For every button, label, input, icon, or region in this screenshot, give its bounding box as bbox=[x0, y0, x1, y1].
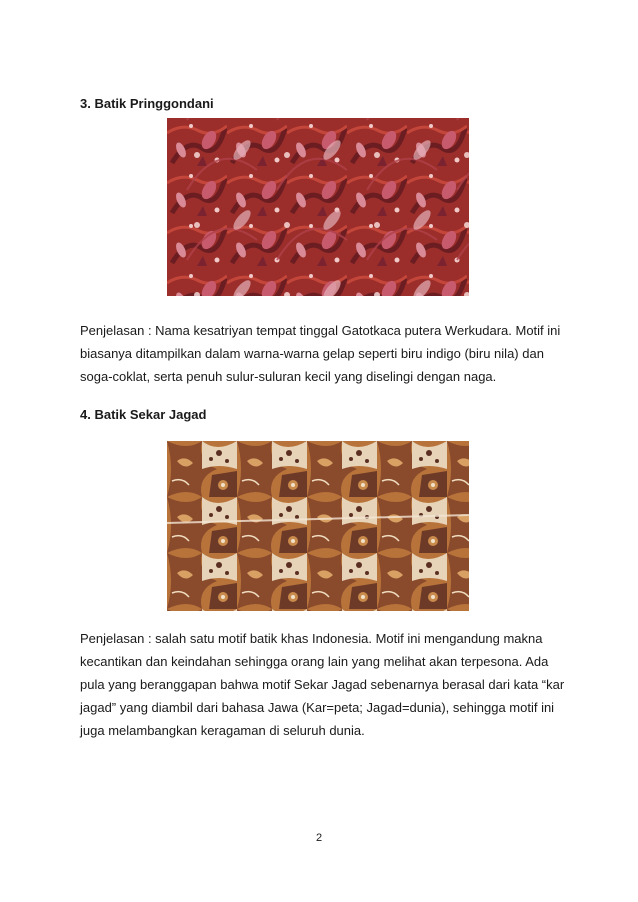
batik-sekar-jagad-image bbox=[167, 441, 469, 611]
section-heading-sekar-jagad: 4. Batik Sekar Jagad bbox=[80, 407, 207, 422]
page-number: 2 bbox=[315, 832, 323, 844]
section-heading-pringgondani: 3. Batik Pringgondani bbox=[80, 96, 214, 111]
explanation-pringgondani bbox=[80, 319, 580, 388]
batik-sekar-jagad-pattern bbox=[167, 441, 469, 611]
explanation-line: Penjelasan : Nama kesatriyan tempat tinggal Gatotkaca putera Werkudara. Motif ini bbox=[80, 323, 561, 338]
explanation-line: kecantikan dan keindahan sehingga orang lain yang melihat akan terpesona. Ada bbox=[80, 654, 549, 669]
explanation-line: biasanya ditampilkan dalam warna-warna gelap seperti biru indigo (biru nila) dan bbox=[80, 346, 544, 361]
explanation-line: soga-coklat, serta penuh sulur-suluran kecil yang diselingi dengan naga. bbox=[80, 369, 497, 384]
explanation-sekar-jagad bbox=[80, 627, 580, 742]
explanation-line: pula yang beranggapan bahwa motif Sekar Jagad sebenarnya berasal dari kata “kar bbox=[80, 677, 565, 692]
explanation-line: jagad” yang diambil dari bahasa Jawa (Kar=peta; Jagad=dunia), sehingga motif ini bbox=[80, 700, 555, 715]
batik-pringgondani-pattern bbox=[167, 118, 469, 296]
explanation-line: juga melambangkan keragaman di seluruh dunia. bbox=[80, 723, 365, 738]
explanation-line: Penjelasan : salah satu motif batik khas Indonesia. Motif ini mengandung makna bbox=[80, 631, 543, 646]
batik-pringgondani-image bbox=[167, 118, 469, 296]
